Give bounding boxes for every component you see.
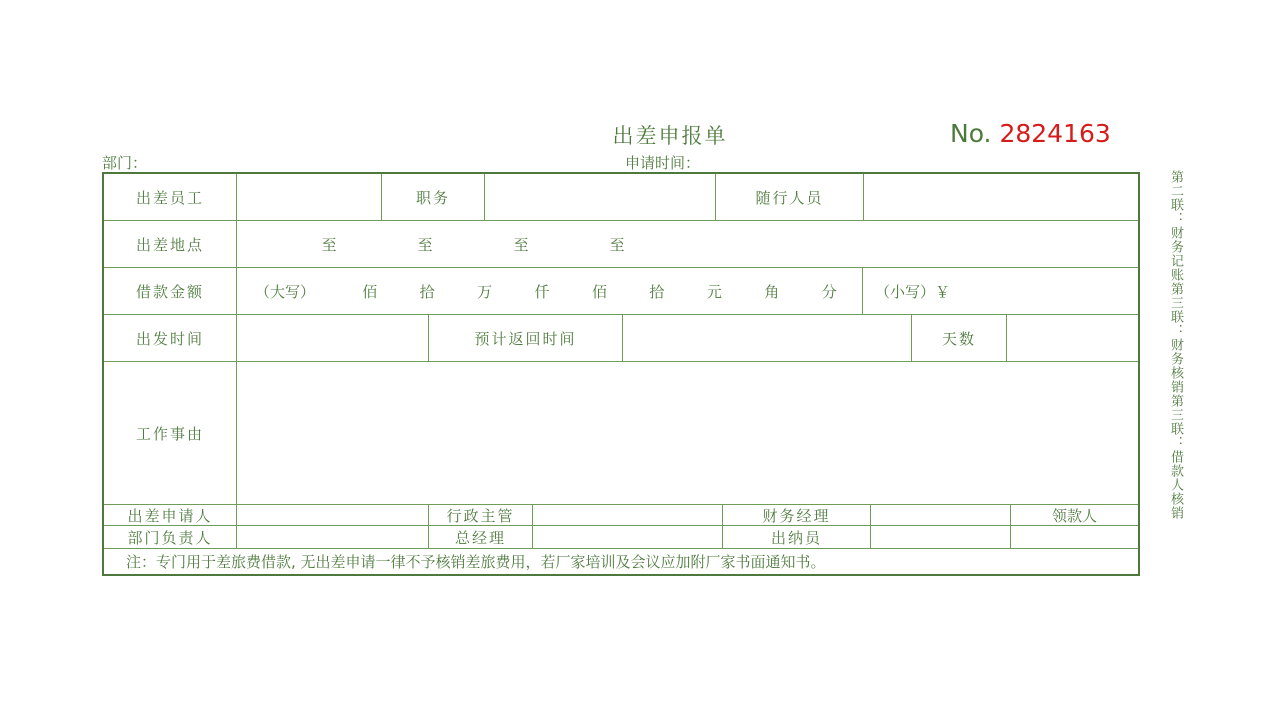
form-note: 注：专门用于差旅费借款, 无出差申请一律不予核销差旅费用，若厂家培训及会议应加附厂家书面通知书。 — [126, 553, 826, 571]
loan-unit-4: 佰 — [591, 283, 607, 301]
reason-field[interactable] — [237, 362, 1138, 505]
employee-value-field[interactable] — [237, 174, 382, 221]
destination-to-1: 至 — [321, 236, 337, 254]
finance-manager-label: 财务经理 — [723, 505, 871, 526]
loan-unit-0: 佰 — [362, 283, 378, 301]
applicant-label: 出差申请人 — [104, 505, 237, 526]
form-row-reason — [104, 362, 1138, 505]
destination-to-4: 至 — [609, 236, 625, 254]
return-time-label: 预计返回时间 — [429, 315, 623, 362]
form-row-signatures-1 — [104, 505, 1138, 526]
depart-time-label: 出发时间 — [104, 315, 237, 362]
loan-unit-2: 万 — [477, 283, 493, 301]
employee-label: 出差员工 — [104, 174, 237, 221]
destination-segments — [241, 221, 1134, 268]
general-manager-label: 总经理 — [429, 526, 533, 549]
loan-unit-7: 角 — [764, 283, 780, 301]
department-head-field[interactable] — [237, 526, 429, 549]
destination-value-field[interactable] — [237, 221, 1138, 268]
apply-time-label: 申请时间： — [625, 154, 701, 172]
general-manager-field[interactable] — [533, 526, 723, 549]
department-head-label: 部门负责人 — [104, 526, 237, 549]
form-row-signatures-2 — [104, 526, 1138, 549]
finance-manager-field[interactable] — [871, 505, 1011, 526]
form-row-dates — [104, 315, 1138, 362]
trip-application-form — [102, 172, 1140, 576]
form-row-employee — [104, 174, 1138, 221]
depart-time-field[interactable] — [237, 315, 429, 362]
side-copy-text: 第二联：财务记账第三联：财务核销第三联：借款人核销 — [1168, 170, 1183, 520]
loan-lowercase-label: （小写）￥ — [875, 283, 951, 301]
loan-amount-label: 借款金额 — [104, 268, 237, 315]
form-row-destination — [104, 221, 1138, 268]
days-label: 天数 — [912, 315, 1007, 362]
page-title: 出差申报单 — [612, 124, 728, 148]
companions-value-field[interactable] — [864, 174, 1138, 221]
cashier-label: 出纳员 — [723, 526, 871, 549]
loan-amount-units — [241, 268, 858, 315]
position-label: 职务 — [382, 174, 485, 221]
companions-label: 随行人员 — [716, 174, 864, 221]
document-number-label: No. — [950, 119, 992, 148]
loan-uppercase-label: （大写） — [255, 283, 316, 301]
department-label: 部门： — [102, 154, 148, 172]
destination-label: 出差地点 — [104, 221, 237, 268]
loan-amount-lowercase-field[interactable] — [863, 268, 1138, 315]
loan-unit-3: 仟 — [534, 283, 550, 301]
payee-label: 领款人 — [1051, 507, 1097, 525]
cashier-field[interactable] — [871, 526, 1011, 549]
loan-amount-uppercase-field[interactable] — [237, 268, 863, 315]
payee-field[interactable] — [1011, 526, 1138, 549]
destination-to-2: 至 — [417, 236, 433, 254]
loan-unit-8: 分 — [821, 283, 837, 301]
position-value-field[interactable] — [485, 174, 716, 221]
admin-supervisor-label: 行政主管 — [429, 505, 533, 526]
document-number — [950, 119, 1111, 148]
loan-unit-6: 元 — [706, 283, 722, 301]
form-row-loan-amount — [104, 268, 1138, 315]
reason-label: 工作事由 — [104, 362, 237, 505]
loan-unit-1: 拾 — [419, 283, 435, 301]
document-number-value: 2824163 — [999, 119, 1111, 148]
destination-to-3: 至 — [513, 236, 529, 254]
admin-supervisor-field[interactable] — [533, 505, 723, 526]
days-field[interactable] — [1007, 315, 1138, 362]
applicant-field[interactable] — [237, 505, 429, 526]
loan-unit-5: 拾 — [649, 283, 665, 301]
return-time-field[interactable] — [623, 315, 912, 362]
